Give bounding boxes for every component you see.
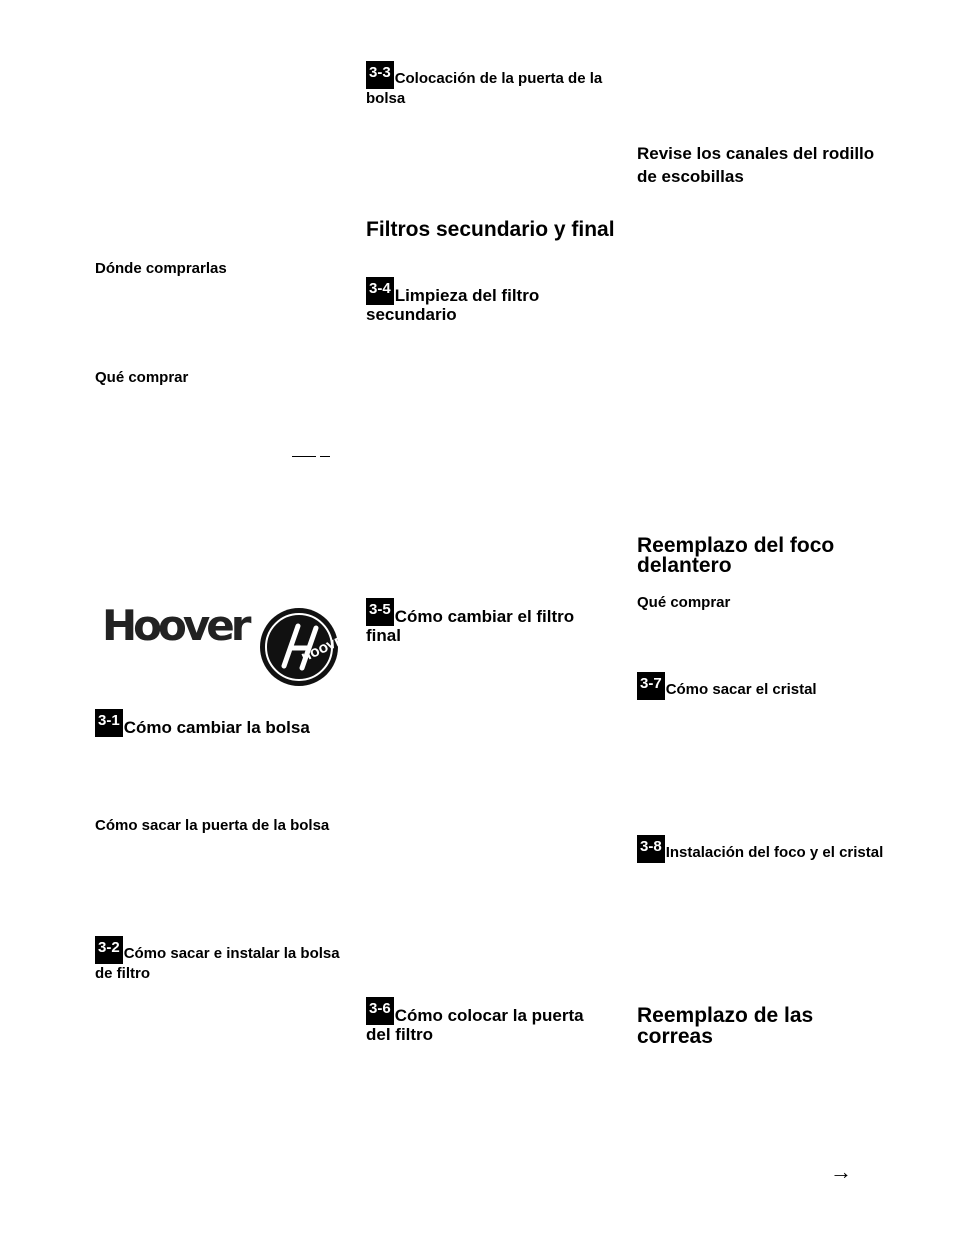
step-badge: 3-6 [366, 997, 394, 1025]
step-badge: 3-2 [95, 936, 123, 964]
step-3-4 [366, 277, 616, 324]
hoover-seal-logo [258, 606, 353, 693]
step-3-3 [366, 61, 616, 109]
hoover-wordmark-logo [100, 600, 248, 655]
step-badge: 3-7 [637, 672, 665, 700]
sacar-puerta-heading: Cómo sacar la puerta de la bolsa [95, 817, 330, 834]
hoover-wordmark-text: Hoover [102, 601, 248, 650]
step-badge: 3-4 [366, 277, 394, 305]
foco-heading: Reemplazo del foco delantero [637, 534, 835, 577]
que-comprar-heading-2: Qué comprar [637, 594, 731, 611]
arrow-right-icon: → [830, 1159, 852, 1184]
step-title: Cómo cambiar la bolsa [123, 718, 310, 737]
revise-canales-heading: Revise los canales del rodillo de escobillas [637, 144, 875, 186]
step-badge: 3-1 [95, 709, 123, 737]
step-title: Colocación de la puerta de la bolsa [366, 70, 603, 107]
rule-line [292, 456, 316, 457]
step-title: Limpieza del filtro secundario [366, 286, 540, 324]
step-badge: 3-8 [637, 835, 665, 863]
step-title: Cómo sacar el cristal [665, 681, 817, 698]
donde-comprarlas-heading: Dónde comprarlas [95, 260, 227, 277]
filtros-heading: Filtros secundario y final [366, 218, 615, 241]
step-3-7 [637, 672, 887, 700]
step-title: Instalación del foco y el cristal [665, 844, 884, 861]
step-3-5 [366, 598, 606, 645]
rule-line [320, 456, 330, 457]
step-title: Cómo sacar e instalar la bolsa de filtro [95, 945, 340, 982]
step-3-8 [637, 835, 893, 863]
step-title: Cómo cambiar el filtro final [366, 607, 575, 645]
step-badge: 3-5 [366, 598, 394, 626]
step-3-2 [95, 936, 351, 984]
step-badge: 3-3 [366, 61, 394, 89]
hoover-seal-text: HOOVER [299, 630, 353, 665]
step-title: Cómo colocar la puerta del filtro [366, 1006, 584, 1044]
correas-heading: Reemplazo de las correas [637, 1004, 814, 1048]
step-3-1 [95, 709, 345, 737]
step-3-6 [366, 997, 606, 1044]
que-comprar-heading: Qué comprar [95, 369, 189, 386]
